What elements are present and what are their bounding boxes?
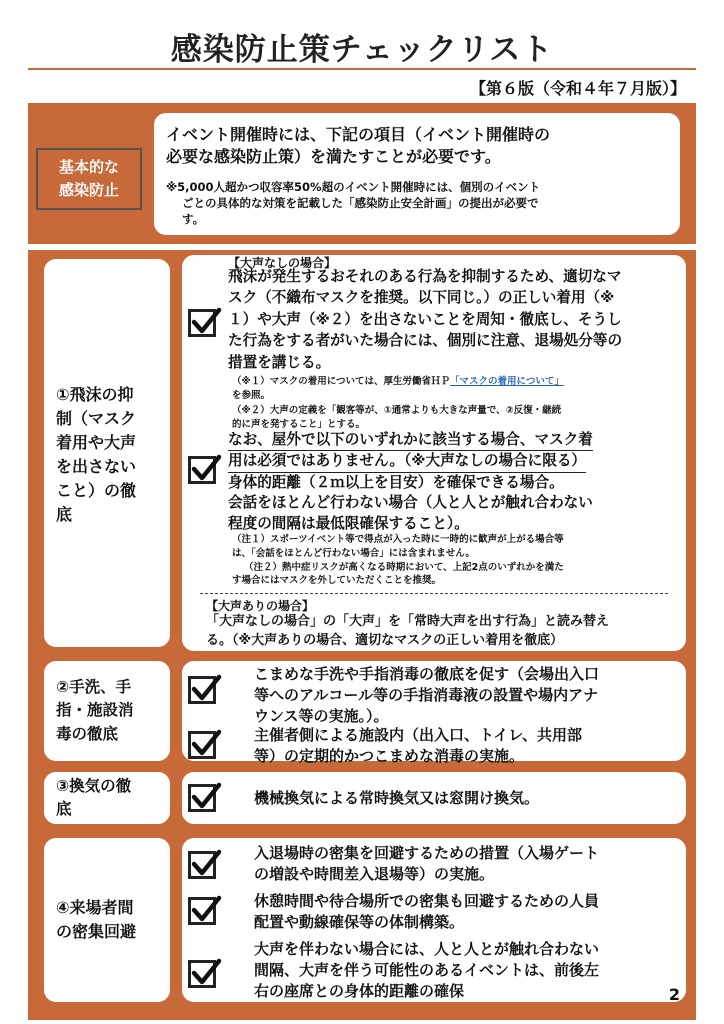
s4-item2-text: 休憩時間や待合場所での密集も回避するための人員 配置や動線確保等の体制構築。	[254, 892, 600, 931]
s1-item1-checkbox[interactable]	[188, 309, 216, 337]
version-label: 【第６版（令和４年７月版）】	[469, 79, 686, 98]
s3-category-label: ③換気の徹 底	[56, 776, 132, 818]
check-mark-icon	[189, 673, 223, 707]
basic-main-text: イベント開催時には、下記の項目（イベント開催時の 必要な感染防止策）を満たすことが必要です。	[166, 125, 551, 167]
check-mark-icon	[189, 957, 223, 991]
basic-category-label: 基本的な 感染防止	[36, 148, 142, 210]
s2-item1-text: こまめな手洗や手指消毒の徹底を促す（会場出入口 等へのアルコール等の手指消毒液の設置や場内アナ ウンス等の実施。）。	[254, 665, 600, 725]
s1-item2-checkbox[interactable]	[188, 456, 216, 484]
s4-item2-checkbox[interactable]	[188, 897, 216, 925]
s4-item1-checkbox[interactable]	[188, 851, 216, 879]
check-mark-icon	[189, 306, 223, 340]
s1-note1: （※１）マスクの着用については、厚生労働省ＨＰ「マスクの着用について」 を参照。	[232, 376, 564, 401]
s1-category-label: ①飛沫の抑 制（マスク 着用や大声 を出さない こと）の徹 底	[56, 385, 137, 524]
s1-item1-text: 飛沫が発生するおそれのある行為を抑制するため、適切なマ スク（不織布マスクを推奨。以下同じ。）の正しい着用（※ １）や大声（※２）を出さないことを周知・徹底し、そうし た行為をする者がいた場合には、個別に注意、退場処分等の 措置を講じる。	[228, 268, 623, 371]
check-mark-icon	[189, 453, 223, 487]
page-number: 2	[668, 985, 680, 1004]
s1-divider	[200, 593, 668, 594]
s1-header-loud-voice: 【大声ありの場合】	[206, 599, 315, 613]
page-title: 感染防止策チェックリスト	[170, 32, 554, 68]
mask-guideline-link[interactable]: 「マスクの着用について」	[450, 376, 564, 387]
s1-header-no-loud-voice: 【大声なしの場合】	[228, 256, 337, 270]
check-mark-icon	[189, 848, 223, 882]
s2-item1-checkbox[interactable]	[188, 676, 216, 704]
check-mark-icon	[189, 781, 223, 815]
s4-item3-checkbox[interactable]	[188, 960, 216, 988]
s3-item1-text: 機械換気による常時換気又は窓開け換気。	[254, 789, 540, 807]
check-mark-icon	[189, 728, 223, 762]
s2-item2-text: 主催者側による施設内（出入口、トイレ、共用部 等）の定期的かつこまめな消毒の実施。	[254, 726, 583, 765]
s2-item2-checkbox[interactable]	[188, 731, 216, 759]
check-mark-icon	[189, 894, 223, 928]
s3-item1-checkbox[interactable]	[188, 784, 216, 812]
basic-note: ※5,000人超かつ収容率50%超のイベント開催時には、個別のイベント ごとの具体的な対策を記載した「感染防止安全計画」の提出が必要で す。	[166, 180, 541, 227]
title-divider	[28, 68, 696, 70]
s1-item2-notes: （注１）スポーツイベント等で得点が入った時に一時的に歓声が上がる場合等 は、「会話をほとんど行わない場合」には含まれません。 （注２）熱中症リスクが高くなる時期において、上記2点のいずれかを満た す場合にはマスクを外していただくことを推奨。	[232, 534, 564, 587]
s4-item3-text: 大声を伴わない場合には、人と人とが触れ合わない 間隔、大声を伴う可能性のあるイベントは、前後左 右の座席との身体的距離の確保	[254, 940, 600, 1000]
s1-note2: （※２）大声の定義を「観客等が、①通常よりも大きな声量で、②反復・継続 的に声を発すること」とする。	[232, 405, 562, 430]
s2-category-label: ②手洗、手 指・施設消 毒の徹底	[56, 678, 134, 743]
s1-loud-voice-text: 「大声なしの場合」の「大声」を「常時大声を出す行為」と読み替え る。（※大声ありの場合、適切なマスクの正しい着用を徹底）	[206, 614, 610, 648]
s1-item2-text: なお、屋外で以下のいずれかに該当する場合、マスク着 用は必須ではありません。（※大声なしの場合に限る） 身体的距離（２ｍ以上を目安）を確保できる場合。 会話をほとんど行わない場合（人と人とが触れ合わない 程度の間隔は最低限確保すること）。	[228, 431, 593, 532]
s4-item1-text: 入退場時の密集を回避するための措置（入場ゲート の増設や時間差入退場等）の実施。	[254, 844, 600, 883]
s4-category-label: ④来場者間 の密集回避	[56, 898, 137, 941]
